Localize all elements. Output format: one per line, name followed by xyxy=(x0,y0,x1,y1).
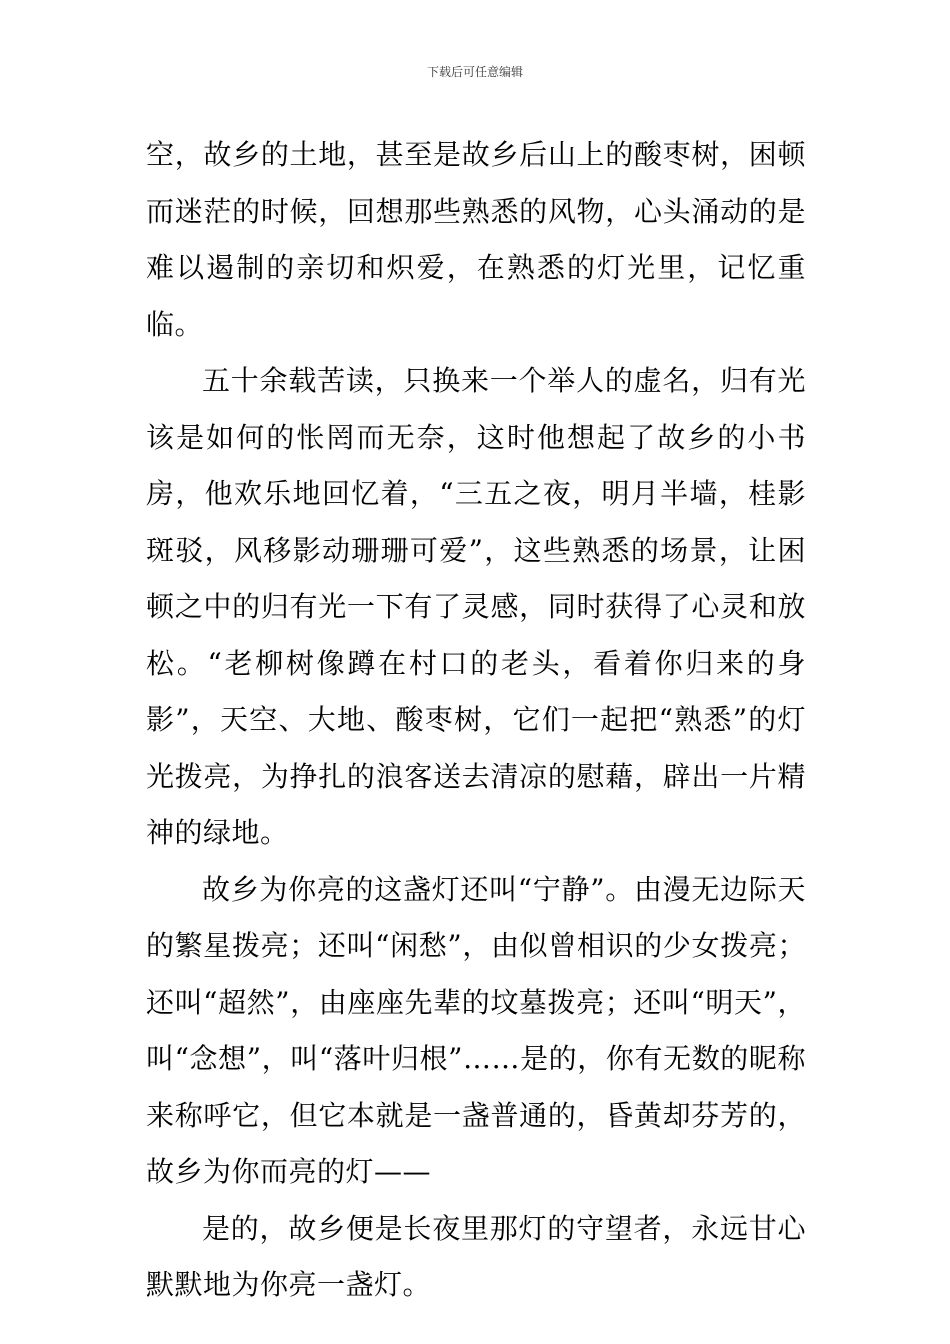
paragraph-1: 空，故乡的土地，甚至是故乡后山上的酸枣树，困顿而迷茫的时候，回想那些熟悉的风物，心头涌动的是难以遏制的亲切和炽爱，在熟悉的灯光里，记忆重临。 xyxy=(146,138,806,341)
paragraph-2: 五十余载苦读，只换来一个举人的虚名，归有光该是如何的怅罔而无奈，这时他想起了故乡的小书房，他欢乐地回忆着，“三五之夜，明月半墙，桂影斑驳，风移影动珊珊可爱”，这些熟悉的场景，让困顿之中的归有光一下有了灵感，同时获得了心灵和放松。“老柳树像蹲在村口的老头，看着你归来的身影”，天空、大地、酸枣树，它们一起把“熟悉”的灯光拨亮，为挣扎的浪客送去清凉的慰藉，辟出一片精神的绿地。 xyxy=(146,364,806,849)
paragraph-3: 故乡为你亮的这盏灯还叫“宁静”。由漫无边际天的繁星拨亮；还叫“闲愁”，由似曾相识的少女拨亮；还叫“超然”，由座座先辈的坟墓拨亮；还叫“明天”，叫“念想”，叫“落叶归根”……是的，你有无数的昵称来称呼它，但它本就是一盏普通的，昏黄却芬芳的，故乡为你而亮的灯—— xyxy=(146,872,806,1188)
page-header: 下载后可任意编辑 xyxy=(426,65,523,79)
document-body xyxy=(146,127,806,1314)
paragraph-4: 是的，故乡便是长夜里那灯的守望者，永远甘心默默地为你亮一盏灯。 xyxy=(146,1211,806,1301)
